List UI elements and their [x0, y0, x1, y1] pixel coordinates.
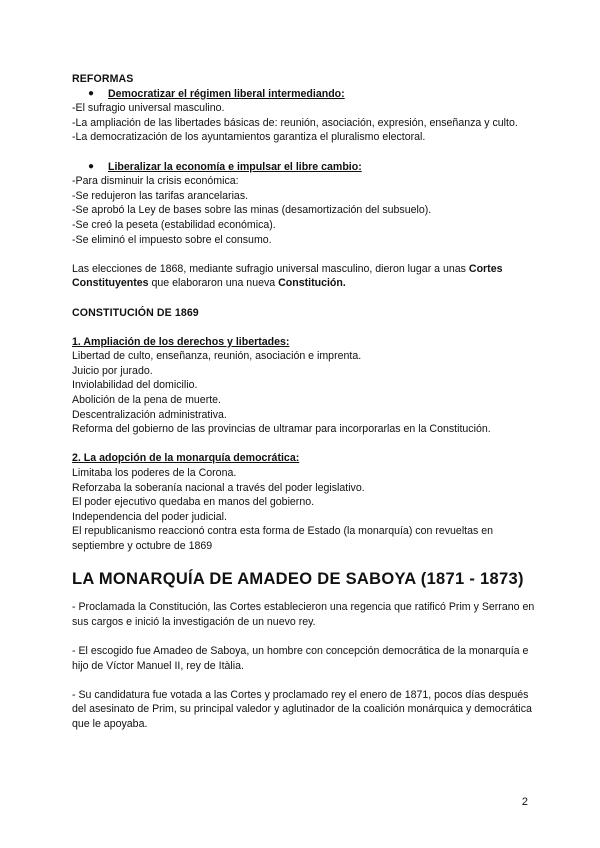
amadeo-title: LA MONARQUÍA DE AMADEO DE SABOYA (1871 - 1873) [72, 569, 524, 588]
elecciones-paragraph [72, 262, 542, 291]
bullet-icon: ● [88, 160, 95, 172]
list-item: Juicio por jurado. [72, 364, 153, 377]
list-item: El poder ejecutivo quedaba en manos del gobierno. [72, 496, 315, 509]
elecciones-text-d: Constitución. [278, 277, 346, 290]
list-item: Independencia del poder judicial. [72, 510, 227, 523]
reformas-list-1 [72, 101, 542, 145]
bullet-icon: ● [88, 87, 95, 99]
bullet-2-text: Liberalizar la economía e impulsar el libre cambio: [108, 160, 362, 173]
reformas-heading: REFORMAS [72, 73, 134, 85]
list-item: El republicanismo reaccionó contra esta forma de Estado (la monarquía) con revueltas en septiembre y octubre de 1869 [72, 525, 494, 552]
page-number: 2 [521, 796, 528, 808]
elecciones-text-a: Las elecciones de 1868, mediante sufragio universal masculino, dieron lugar a unas [72, 262, 469, 275]
list-item: -Se redujeron las tarifas arancelarias. [72, 189, 249, 202]
reformas-bullet-2 [72, 160, 542, 175]
list-item: Abolición de la pena de muerte. [72, 394, 222, 407]
amadeo-paragraph-3: - Su candidatura fue votada a las Cortes y proclamado rey el enero de 1871, pocos días después del asesinato de Prim, su principal valedor y aglutinador de la coalición monárquica y democrática que le apoyaba. [72, 688, 532, 730]
amadeo-paragraph-1: - Proclamada la Constitución, las Cortes establecieron una regencia que ratificó Prim y Serrano en sus cargos e inició la investigación de un nuevo rey. [72, 601, 535, 628]
list-item: Reforma del gobierno de las provincias de ultramar para incorporarlas en la Constitución. [72, 423, 491, 436]
list-item: -El sufragio universal masculino. [72, 102, 225, 115]
constitucion-subheading-1: 1. Ampliación de los derechos y libertades: [72, 335, 290, 348]
constitucion-list-1 [72, 349, 542, 437]
list-item: -Se aprobó la Ley de bases sobre las minas (desamortización del subsuelo). [72, 204, 432, 217]
list-item: Inviolabilidad del domicilio. [72, 379, 198, 392]
list-item: -Se creó la peseta (estabilidad económica). [72, 218, 276, 231]
list-item: Reforzaba la soberanía nacional a través del poder legislativo. [72, 481, 365, 494]
constitucion-subheading-2: 2. La adopción de la monarquía democrática: [72, 452, 300, 465]
bullet-1-text: Democratizar el régimen liberal intermediando: [108, 87, 345, 100]
reformas-list-2 [72, 174, 542, 247]
list-item: -Se eliminó el impuesto sobre el consumo. [72, 233, 272, 246]
elecciones-text-b: Cortes Constituyentes [72, 262, 503, 290]
list-item: -La ampliación de las libertades básicas de: reunión, asociación, expresión, enseñanza y culto. [72, 116, 518, 129]
list-item: Libertad de culto, enseñanza, reunión, asociación e imprenta. [72, 350, 362, 363]
list-item: Limitaba los poderes de la Corona. [72, 467, 237, 480]
list-item: -Para disminuir la crisis económica: [72, 175, 239, 188]
list-item: Descentralización administrativa. [72, 408, 227, 421]
constitucion-heading: CONSTITUCIÓN DE 1869 [72, 306, 199, 319]
constitucion-list-2 [72, 466, 542, 554]
page-content [72, 72, 542, 732]
list-item: -La democratización de los ayuntamientos garantiza el pluralismo electoral. [72, 131, 426, 144]
elecciones-text-c: que elaboraron una nueva [148, 277, 279, 290]
reformas-bullet-1 [72, 87, 542, 102]
amadeo-paragraph-2: - El escogido fue Amadeo de Saboya, un hombre con concepción democrática de la monarquía e hijo de Víctor Manuel II, rey de Itàlia. [72, 644, 529, 672]
